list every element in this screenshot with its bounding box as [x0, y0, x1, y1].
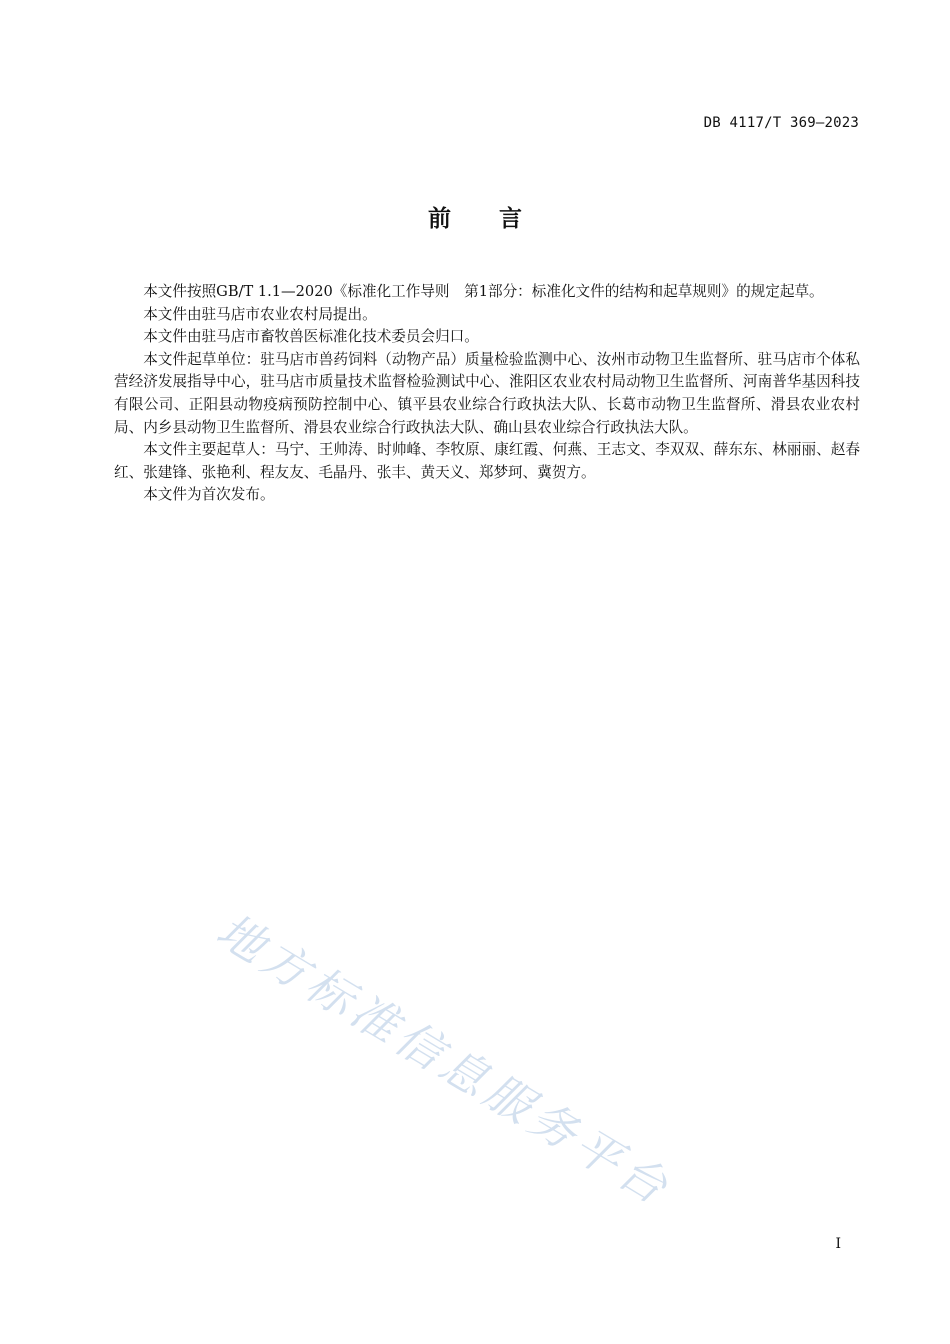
foreword-body [114, 281, 860, 507]
paragraph-drafting-units: 本文件起草单位：驻马店市兽药饲料（动物产品）质量检验监测中心、汝州市动物卫生监督所、驻马店市个体私营经济发展指导中心，驻马店市质量技术监督检验测试中心、淮阳区农业农村局动物卫生监督所、河南普华基因科技有限公司、正阳县动物疫病预防控制中心、镇平县农业综合行政执法大队、长葛市动物卫生监督所、滑县农业农村局、内乡县动物卫生监督所、滑县农业综合行政执法大队、确山县农业综合行政执法大队。 [114, 350, 860, 436]
paragraph-drafting-rules: 本文件按照GB/T 1.1—2020《标准化工作导则 第1部分：标准化文件的结构和起草规则》的规定起草。 [143, 283, 824, 300]
paragraph-main-drafters: 本文件主要起草人：马宁、王帅涛、时帅峰、李牧原、康红霞、何燕、王志文、李双双、薛东东、林丽丽、赵春红、张建锋、张艳利、程友友、毛晶丹、张丰、黄天义、郑梦珂、冀贺方。 [114, 441, 860, 481]
paragraph-proposer: 本文件由驻马店市农业农村局提出。 [143, 305, 377, 323]
watermark: 地方标准信息服务平台 [207, 902, 682, 1217]
page-title: 前言 [428, 206, 570, 232]
document-code: DB 4117/T 369—2023 [703, 115, 859, 131]
page-number: I [835, 1236, 841, 1252]
paragraph-first-release: 本文件为首次发布。 [143, 486, 275, 504]
paragraph-administrator: 本文件由驻马店市畜牧兽医标准化技术委员会归口。 [143, 328, 479, 346]
